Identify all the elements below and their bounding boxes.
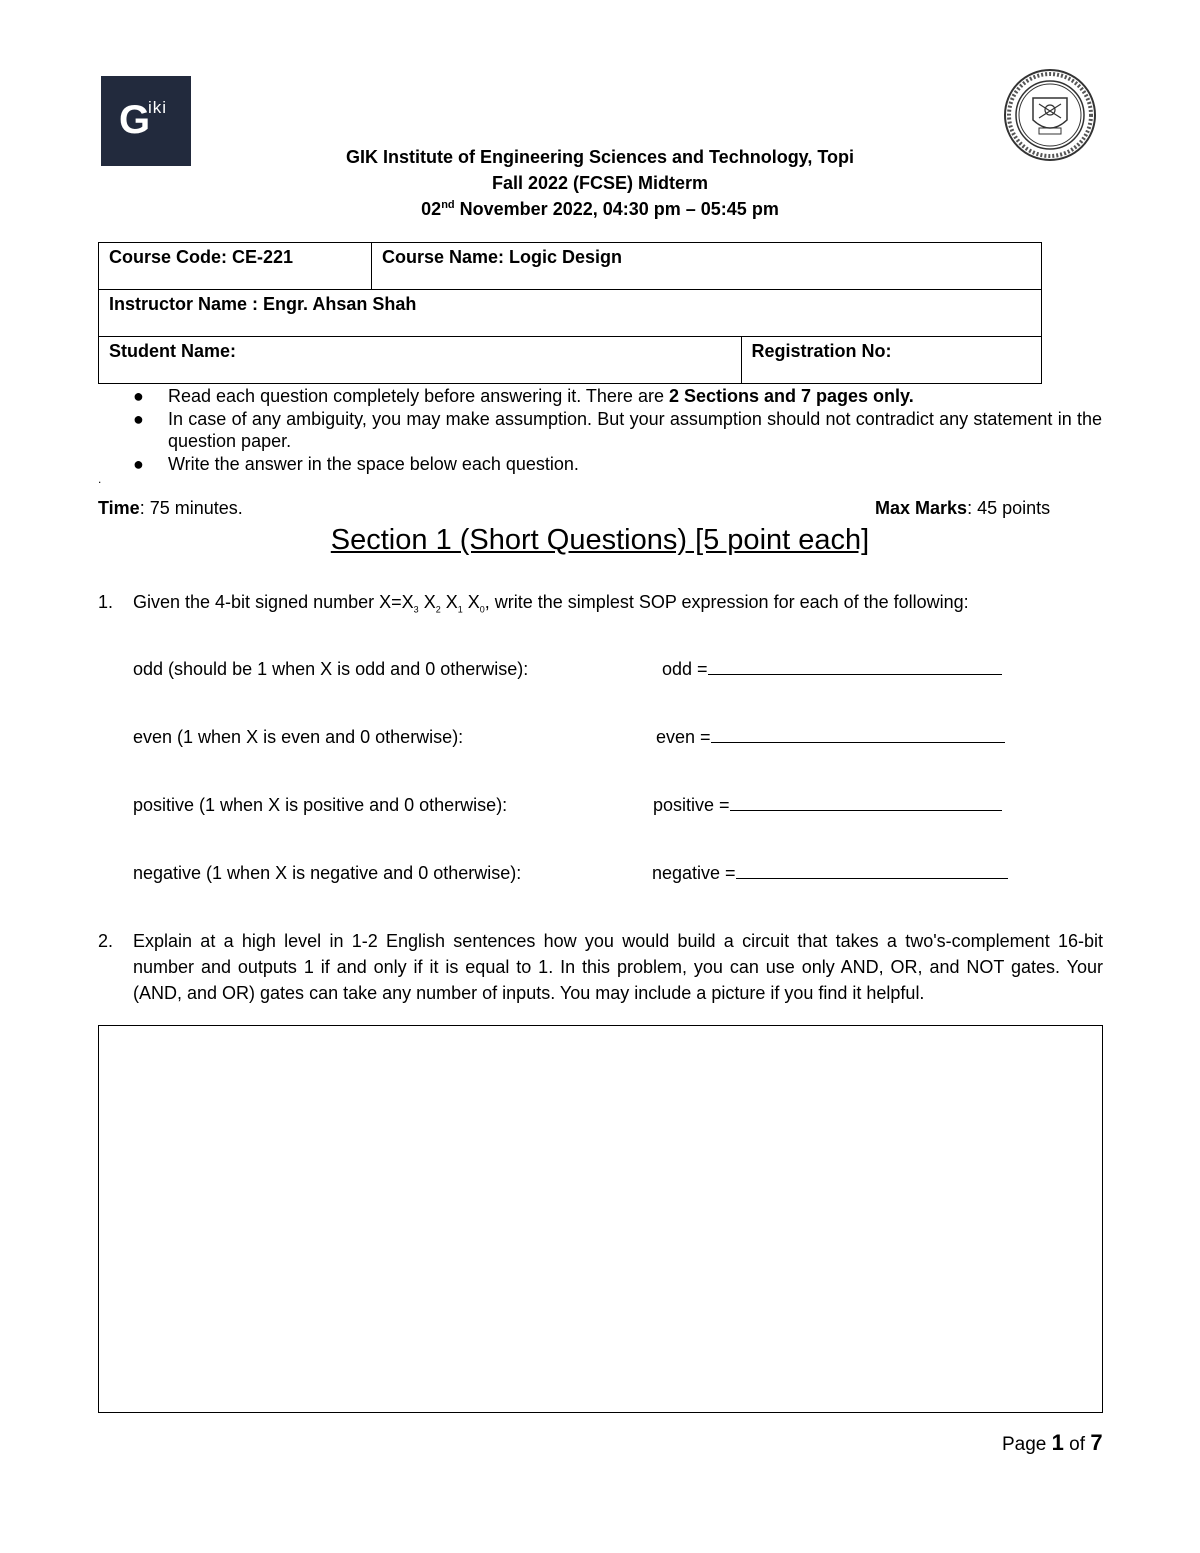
bullet-icon: ● bbox=[133, 408, 144, 429]
date-rest: November 2022, 04:30 pm – 05:45 pm bbox=[454, 199, 779, 219]
institute-name: GIK Institute of Engineering Sciences and Technology, Topi bbox=[345, 147, 855, 167]
instruction-item bbox=[128, 385, 1102, 408]
part-positive-desc: positive (1 when X is positive and 0 otherwise): bbox=[133, 795, 508, 815]
answer-label: odd = bbox=[662, 659, 708, 679]
page-label: Page bbox=[1002, 1434, 1052, 1455]
part-odd-answer[interactable] bbox=[662, 659, 1002, 680]
course-code: Course Code: CE-221 bbox=[99, 243, 372, 290]
time-label: Time bbox=[98, 498, 140, 518]
question-2-number: 2. bbox=[98, 931, 114, 951]
answer-blank[interactable] bbox=[736, 864, 1008, 879]
answer-blank[interactable] bbox=[708, 660, 1002, 675]
instruction-emphasis: 2 Sections and 7 pages only. bbox=[668, 386, 914, 406]
bullet-icon: ● bbox=[133, 386, 144, 406]
page-of: of bbox=[1063, 1434, 1091, 1455]
answer-label: positive = bbox=[653, 795, 730, 815]
subscript: 1 bbox=[457, 604, 463, 615]
exam-title: Fall 2022 (FCSE) Midterm bbox=[491, 173, 709, 193]
part-odd-desc: odd (should be 1 when X is odd and 0 otherwise): bbox=[133, 659, 529, 679]
subscript: 0 bbox=[479, 604, 485, 615]
date-suffix: nd bbox=[441, 199, 455, 211]
date-day: 02 bbox=[421, 199, 442, 219]
answer-blank[interactable] bbox=[711, 728, 1005, 743]
page-current: 1 bbox=[1051, 1430, 1064, 1455]
answer-box[interactable] bbox=[98, 1025, 1103, 1413]
max-marks bbox=[875, 498, 1050, 519]
question-1-text: Given the 4-bit signed number $X=X_3$ $X_2$ $X_1$ $X_0$, write the simplest SOP expression for each of the following: bbox=[133, 592, 969, 615]
part-even-answer[interactable] bbox=[656, 727, 1005, 748]
q1-text-end: , write the simplest SOP expression for each of the following: bbox=[484, 592, 969, 612]
logo-suffix: iki bbox=[148, 98, 168, 117]
course-info-table bbox=[98, 242, 1042, 384]
instruction-text: In case of any ambiguity, you may make assumption. But your assumption should not contradict any statement in the question paper. bbox=[168, 408, 1102, 451]
marks-value: : 45 points bbox=[967, 498, 1051, 518]
instruction-item bbox=[128, 408, 1102, 453]
question-1-number: 1. bbox=[98, 592, 114, 612]
course-name: Course Name: Logic Design bbox=[372, 243, 1042, 290]
page-total: 7 bbox=[1090, 1430, 1103, 1455]
time-allowed bbox=[98, 498, 243, 519]
part-positive-answer[interactable] bbox=[653, 795, 1002, 816]
exam-date bbox=[0, 199, 1200, 220]
instruction-text: Write the answer in the space below each question. bbox=[168, 453, 579, 474]
q1-text-start: Given the 4-bit signed number X=X bbox=[133, 592, 414, 612]
marks-label: Max Marks bbox=[875, 498, 968, 518]
part-negative-answer[interactable] bbox=[652, 863, 1008, 884]
answer-label: negative = bbox=[652, 863, 736, 883]
instructor-name: Instructor Name : Engr. Ahsan Shah bbox=[99, 290, 1042, 337]
subscript: 2 bbox=[435, 604, 441, 615]
section-title: Section 1 (Short Questions) [5 point each] bbox=[330, 524, 870, 556]
time-value: : 75 minutes. bbox=[139, 498, 243, 518]
part-negative-desc: negative (1 when X is negative and 0 otherwise): bbox=[133, 863, 522, 883]
subscript: 3 bbox=[413, 604, 419, 615]
answer-blank[interactable] bbox=[730, 796, 1002, 811]
part-even-desc: even (1 when X is even and 0 otherwise): bbox=[133, 727, 464, 747]
instruction-item bbox=[128, 453, 1102, 476]
bullet-icon: ● bbox=[133, 453, 144, 474]
logo-letter: G bbox=[119, 98, 151, 142]
student-name-field[interactable]: Student Name: bbox=[99, 337, 742, 384]
answer-label: even = bbox=[656, 727, 711, 747]
stray-dot: . bbox=[98, 472, 102, 486]
instruction-text: Read each question completely before answering it. There are bbox=[168, 386, 669, 406]
page-number bbox=[1002, 1430, 1103, 1456]
instructions-list bbox=[128, 385, 1102, 475]
question-2-text: Explain at a high level in 1-2 English sentences how you would build a circuit that takes a two's-complement 16-bit number and outputs 1 if and only if it is equal to 1. In this problem, you can use only AND, OR, and NOT gates. Your (AND, and OR) gates can take any number of inputs. You may include a picture if you find it helpful. bbox=[133, 931, 1103, 1003]
registration-number-field[interactable]: Registration No: bbox=[741, 337, 1042, 384]
